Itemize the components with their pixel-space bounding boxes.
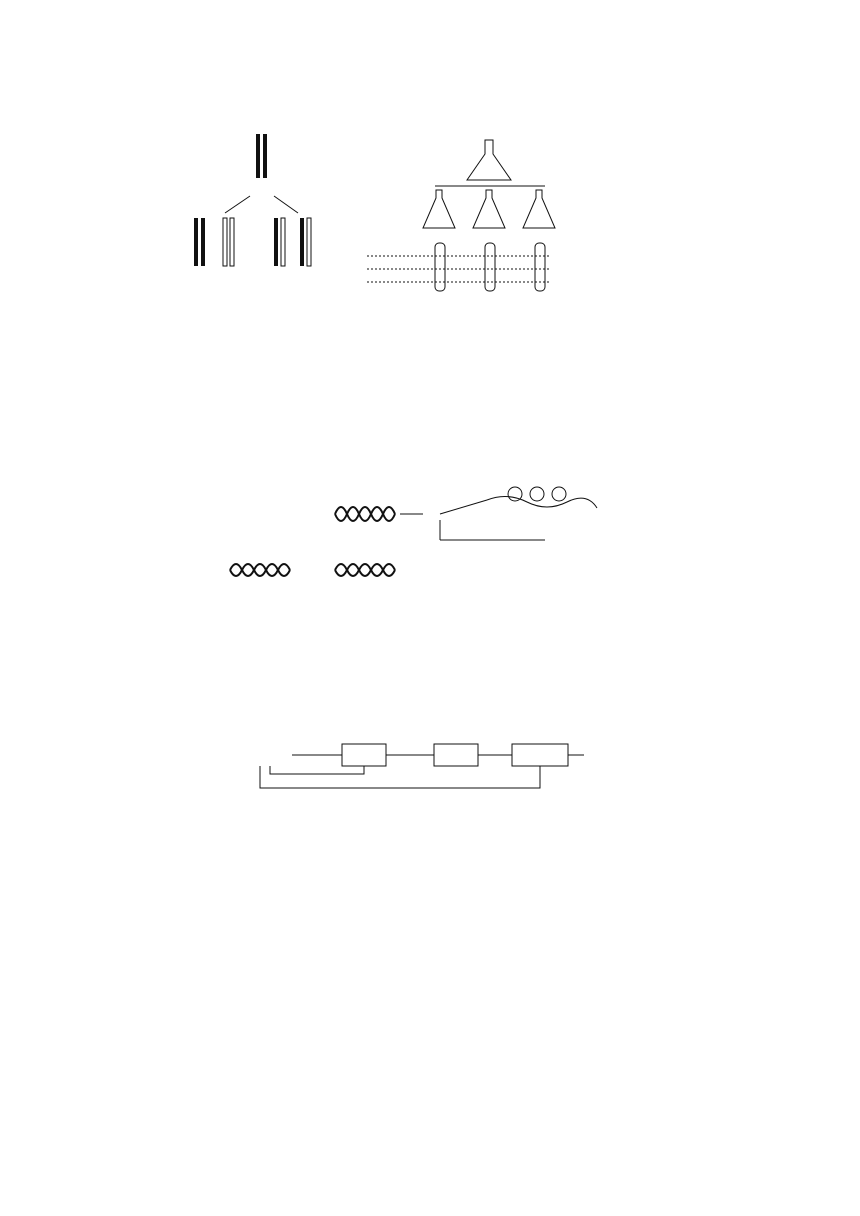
ribosome-icon — [552, 487, 566, 501]
flask-icon — [467, 140, 511, 180]
strand — [223, 218, 227, 266]
arrow-left — [225, 196, 250, 213]
flask-b-icon — [473, 190, 505, 228]
ribosome-icon — [530, 487, 544, 501]
arrow — [440, 500, 487, 514]
methylation-path — [270, 766, 364, 774]
strand — [300, 218, 304, 266]
parent-dna-strand — [263, 134, 267, 178]
figure-environment — [230, 724, 630, 792]
strand — [201, 218, 205, 266]
strand — [307, 218, 311, 266]
tube-b — [485, 243, 495, 291]
strand — [274, 218, 278, 266]
strand — [194, 218, 198, 266]
dna-box — [342, 744, 386, 766]
tube-c — [535, 243, 545, 291]
rna-box — [434, 744, 478, 766]
strand — [230, 218, 234, 266]
figure-jia — [170, 128, 335, 303]
parent-dna-strand — [256, 134, 260, 178]
flask-a-icon — [423, 190, 455, 228]
figure-mirna — [225, 480, 645, 595]
flask-c-icon — [523, 190, 555, 228]
strand — [281, 218, 285, 266]
arrow-right — [274, 196, 298, 213]
figure-yi — [335, 128, 690, 303]
tube-a — [435, 243, 445, 291]
influence-path — [260, 766, 540, 788]
protein-box — [512, 744, 568, 766]
ribosome-icon — [508, 487, 522, 501]
